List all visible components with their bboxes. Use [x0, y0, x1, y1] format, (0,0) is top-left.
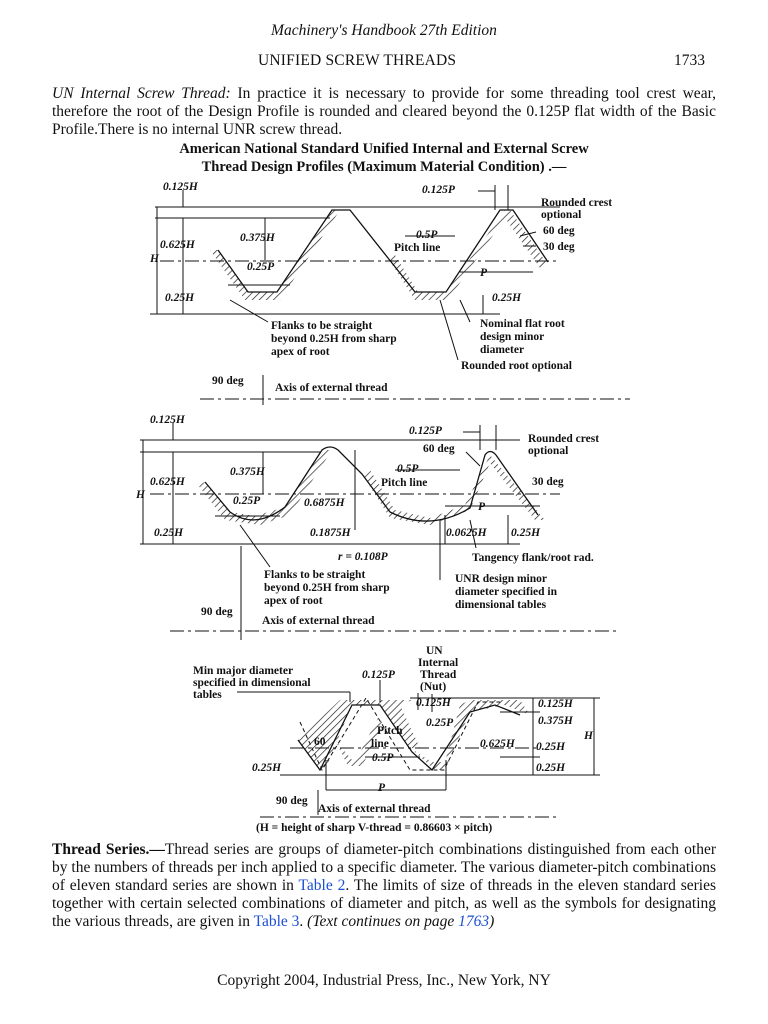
series-text-2: . The limits of size of threads in the eleven standard series together with certain selected combinations of diameter and pitch, as well as the symbols for designating the various threads, are given in [52, 877, 716, 930]
bottom-label-axis: Axis of external thread [318, 803, 431, 815]
series-continuation-close: ) [489, 913, 495, 930]
middle-label-0125P: 0.125P [409, 425, 442, 437]
page-number: 1733 [674, 52, 705, 69]
middle-profile-diagram [135, 414, 620, 640]
middle-label-unr-2: diameter specified in [455, 586, 557, 598]
middle-label-025H-left: 0.25H [154, 527, 184, 539]
bottom-profile-diagram [193, 645, 600, 834]
top-label-H: H [150, 253, 159, 265]
middle-label-tangency: Tangency flank/root rad. [472, 552, 594, 564]
top-hatch-left [210, 210, 340, 300]
top-label-nominal-3: diameter [480, 344, 525, 356]
middle-hatch-left [198, 450, 332, 525]
section-title: UNIFIED SCREW THREADS [258, 52, 457, 69]
thread-series-paragraph [52, 841, 716, 931]
middle-label-0625H: 0.625H [150, 476, 185, 488]
bottom-label-025H-right: 0.25H [536, 762, 566, 774]
bottom-label-90deg: 90 deg [276, 795, 308, 807]
bottom-label-60: 60 [314, 736, 326, 748]
intro-lead: UN Internal Screw Thread: [52, 85, 231, 102]
bottom-label-un-3: Thread [420, 669, 457, 681]
bottom-label-min-major-1: Min major diameter [193, 665, 294, 677]
series-heading: Thread Series.— [52, 841, 165, 858]
bottom-label-H: H [584, 730, 593, 742]
series-text-3: . [299, 913, 308, 930]
middle-label-00625H: 0.0625H [446, 527, 487, 539]
bottom-label-025H-left: 0.25H [252, 762, 282, 774]
page-1763-link[interactable]: 1763 [458, 913, 490, 930]
middle-label-pitch-line: Pitch line [381, 477, 428, 489]
bottom-label-min-major-2: specified in dimensional [193, 677, 311, 689]
middle-label-flanks-1: Flanks to be straight [264, 569, 366, 581]
bottom-label-min-major-3: tables [193, 689, 222, 701]
top-label-axis: Axis of external thread [275, 382, 388, 394]
bottom-label-05P: 0.5P [372, 752, 394, 764]
middle-label-30deg: 30 deg [532, 476, 564, 488]
series-text-1: Thread series are groups of diameter-pitch combinations distinguished from each other by the numbers of threads per inch applied to a specific diameter. The various diameter-pitch combinations of eleven standard series are shown in [52, 841, 717, 894]
bottom-label-0625H: 0.625H [480, 738, 515, 750]
middle-label-0375H: 0.375H [230, 466, 265, 478]
bottom-label-025H-a: 0.25H [536, 741, 566, 753]
middle-label-flanks-2: beyond 0.25H from sharp [264, 582, 390, 594]
bottom-label-pitch-2: line [371, 738, 389, 750]
bottom-label-0375H: 0.375H [538, 715, 573, 727]
top-hatch-right [388, 210, 548, 300]
bottom-label-025P: 0.25P [426, 717, 454, 729]
top-label-nominal-1: Nominal flat root [480, 318, 565, 330]
middle-label-06875H: 0.6875H [304, 497, 345, 509]
middle-label-rounded-crest-2: optional [528, 445, 569, 457]
top-label-05P: 0.5P [416, 229, 438, 241]
top-label-flanks-1: Flanks to be straight [271, 320, 373, 332]
top-label-rounded-crest-2: optional [541, 209, 582, 221]
bottom-label-pitch-1: Pitch [377, 725, 403, 737]
bottom-label-0125H-a: 0.125H [416, 697, 451, 709]
figure-title-line1: American National Standard Unified Internal and External Screw [179, 141, 589, 157]
top-label-nominal-2: design minor [480, 331, 545, 343]
top-label-0125H: 0.125H [163, 181, 198, 193]
top-label-90deg: 90 deg [212, 375, 244, 387]
middle-hatch-right [362, 455, 545, 525]
top-label-0375H: 0.375H [240, 232, 275, 244]
table3-link[interactable]: Table 3 [253, 913, 300, 930]
middle-label-90deg: 90 deg [201, 606, 233, 618]
top-profile-diagram [149, 181, 630, 405]
bottom-label-un-2: Internal [418, 657, 459, 669]
bottom-label-un-4: (Nut) [420, 681, 447, 693]
bottom-label-0125H-b: 0.125H [538, 698, 573, 710]
middle-label-flanks-3: apex of root [264, 595, 323, 607]
copyright-footer: Copyright 2004, Industrial Press, Inc., New York, NY [217, 972, 551, 989]
top-label-flanks-3: apex of root [271, 346, 330, 358]
middle-label-axis: Axis of external thread [262, 615, 375, 627]
bottom-note: (H = height of sharp V-thread = 0.86603 × pitch) [256, 822, 493, 834]
top-label-025H-right: 0.25H [492, 292, 522, 304]
top-label-0625H: 0.625H [160, 239, 195, 251]
middle-label-H: H [136, 489, 145, 501]
top-label-025H-left: 0.25H [165, 292, 195, 304]
middle-label-01875H: 0.1875H [310, 527, 351, 539]
book-header: Machinery's Handbook 27th Edition [271, 22, 497, 39]
middle-label-05P: 0.5P [397, 463, 419, 475]
top-label-rounded-crest-1: Rounded crest [541, 197, 613, 209]
thread-profile-diagrams [0, 170, 768, 838]
bottom-label-un-1: UN [426, 645, 443, 657]
middle-label-025P: 0.25P [233, 495, 261, 507]
middle-label-unr-3: dimensional tables [455, 599, 547, 611]
top-label-rounded-root: Rounded root optional [461, 360, 572, 372]
top-label-pitch-line: Pitch line [394, 242, 441, 254]
middle-label-60deg: 60 deg [423, 443, 455, 455]
top-label-0125P: 0.125P [422, 184, 455, 196]
top-label-P: P [480, 267, 488, 279]
middle-label-P: P [478, 501, 486, 513]
top-label-025P: 0.25P [247, 261, 275, 273]
middle-label-unr-1: UNR design minor [455, 573, 548, 585]
middle-label-r: r = 0.108P [338, 551, 388, 563]
figure-title-line2: Thread Design Profiles (Maximum Material Condition) .— [201, 159, 567, 175]
bottom-label-0125P: 0.125P [362, 669, 395, 681]
series-continuation: (Text continues on page [307, 913, 459, 930]
intro-paragraph [52, 85, 716, 139]
intro-text: In practice it is necessary to provide for some threading tool crest wear, therefore the root of the Design Profile is rounded and cleared beyond the 0.125P flat width of the Basic Profile.There is no internal UNR screw thread. [52, 85, 716, 138]
middle-label-rounded-crest-1: Rounded crest [528, 433, 600, 445]
top-label-60deg: 60 deg [543, 225, 575, 237]
bottom-label-P: P [378, 782, 386, 794]
bottom-hatch-nut-2 [410, 700, 530, 770]
middle-label-025H-right: 0.25H [511, 527, 541, 539]
table2-link[interactable]: Table 2 [298, 877, 346, 894]
top-label-flanks-2: beyond 0.25H from sharp [271, 333, 397, 345]
top-label-30deg: 30 deg [543, 241, 575, 253]
middle-label-0125H: 0.125H [150, 414, 185, 426]
